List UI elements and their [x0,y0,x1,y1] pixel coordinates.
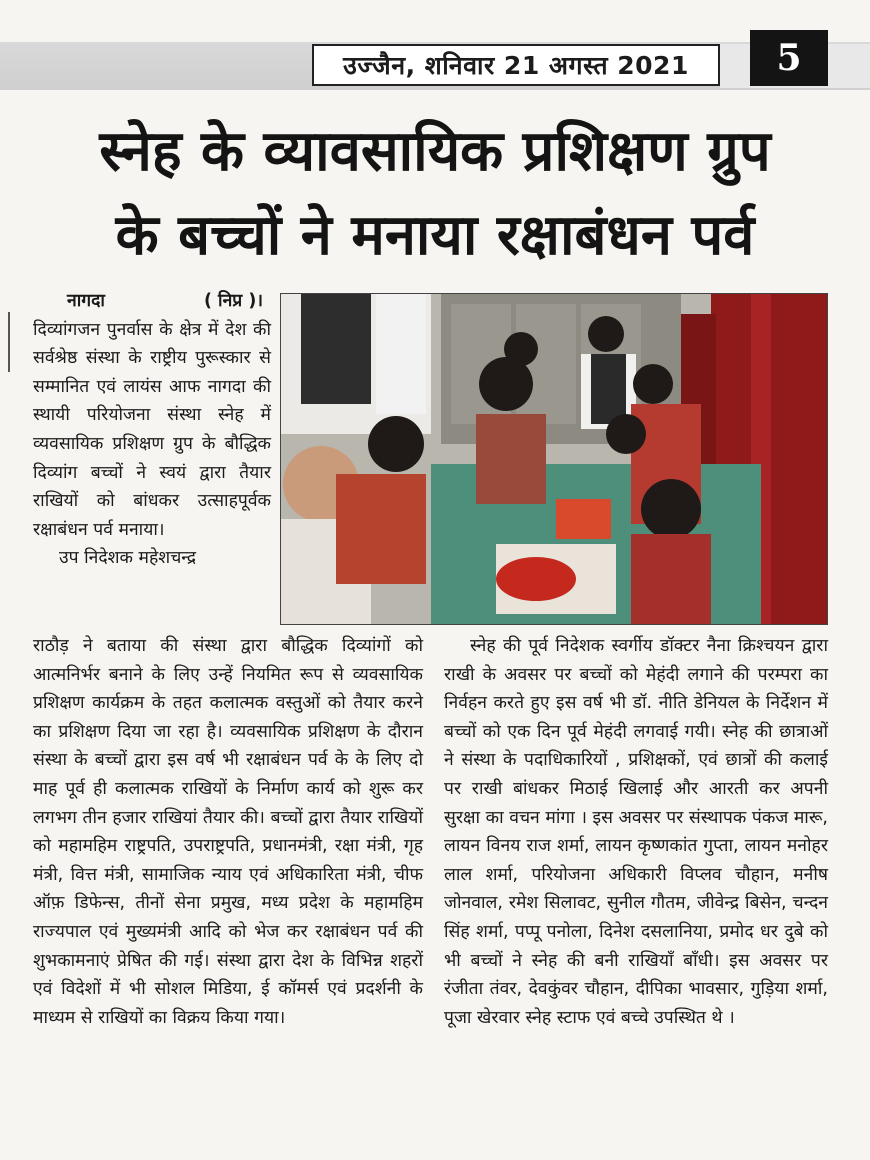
dateline: उज्जैन, शनिवार 21 अगस्त 2021 [312,44,720,86]
article-dateline [33,287,271,316]
headline-line-1: स्नेह के व्यावसायिक प्रशिक्षण ग्रुप [99,119,771,184]
column-rule [8,312,10,372]
article-photo [280,293,828,625]
page-number: 5 [750,30,828,86]
article-column-bottom-right [444,632,828,1032]
article-paragraph-3: स्नेह की पूर्व निदेशक स्वर्गीय डॉक्टर नैना क्रिश्चयन द्वारा राखी के अवसर पर बच्चों को मेहंदी लगाने की परम्परा का निर्वहन करते हुए इस वर्ष भी डॉ. नीति डेनियल के निर्देशन में बच्चों को एक दिन पूर्व मेहंदी लगवाई गयी। स्नेह की छात्राओं ने संस्था के पदाधिकारियों , प्रशिक्षकों, एवं छात्रों की कलाई पर राखी बांधकर मिठाई खिलाई और आरती कर अपनी सुरक्षा का वचन मांगा । इस अवसर पर संस्थापक पंकज मारू, लायन विनय राज शर्मा, लायन कृष्णकांत गुप्ता, लायन मनोहर लाल शर्मा, परियोजना अधिकारी विप्लव चौहान, मनीष जोनवाल, रमेश सिलावट, सुनील गौतम, जीवेन्द्र बिसेन, चन्दन सिंह शर्मा, पप्पू पनोला, दिनेश दसलानिया, प्रमोद धर दुबे को भी बच्चों ने स्नेह की बनी राखियाँ बाँधी। इस अवसर पर रंजीता तंवर, देवकुंवर चौहान, दीपिका भावसार, गुड़िया शर्मा, पूजा खेरवार स्नेह स्टाफ एवं बच्चे उपस्थित थे । [444,636,828,1028]
headline-line-2: के बच्चों ने मनाया रक्षाबंधन पर्व [115,203,755,268]
article-paragraph-2-start: उप निदेशक महेशचन्द्र [59,548,197,569]
article-column-bottom-left [33,632,423,1032]
photo-illustration [281,294,828,625]
article-paragraph-2: राठौड़ ने बताया की संस्था द्वारा बौद्धिक दिव्यांगों को आत्मनिर्भर बनाने के लिए उन्हें नियमित रूप से व्यवसायिक प्रशिक्षण कार्यक्रम के तहत कलात्मक वस्तुओं को तैयार करने का प्रशिक्षण दिया जा रहा है। व्यवसायिक प्रशिक्षण के दौरान संस्था के बच्चों द्वारा इस वर्ष भी रक्षाबंधन पर्व के के लिए दो माह पूर्व ही कलात्मक राखियों के निर्माण कार्य को शुरू कर लगभग तीन हजार राखियां तैयार की। बच्चों द्वारा तैयार राखियों को महामहिम राष्ट्रपति, उपराष्ट्रपति, प्रधानमंत्री, रक्षा मंत्री, गृह मंत्री, वित्त मंत्री, सामाजिक न्याय एवं अधिकारिता मंत्री, चीफ ऑफ़ डिफेन्स, तीनों सेना प्रमुख, मध्य प्रदेश के महामहिम राज्यपाल एवं मुख्यमंत्री आदि को भेज कर रक्षाबंधन पर्व की शुभकामनाएं प्रेषित की गई। संस्था द्वारा देश के विभिन्न शहरों एवं विदेशों में भी सोशल मिडिया, ई कॉमर्स एवं प्रदर्शनी के माध्यम से राखियों का विक्रय किया गया। [33,636,423,1028]
article-paragraph-1: दिव्यांगजन पुनर्वास के क्षेत्र में देश की सर्वश्रेष्ठ संस्था के राष्ट्रीय पुरूस्कार से सम्मानित एवं लायंस आफ नागदा की स्थायी परियोजना संस्था स्नेह में व्यवसायिक प्रशिक्षण ग्रुप के बौद्धिक दिव्यांग बच्चों ने स्वयं द्वारा तैयार राखियों को बांधकर उत्साहपूर्वक रक्षाबंधन पर्व मनाया। [33,319,271,540]
article-agency: ( निप्र )। [203,291,263,311]
article-place: नागदा [67,291,105,311]
headline [20,110,850,278]
article-column-left [33,287,271,573]
